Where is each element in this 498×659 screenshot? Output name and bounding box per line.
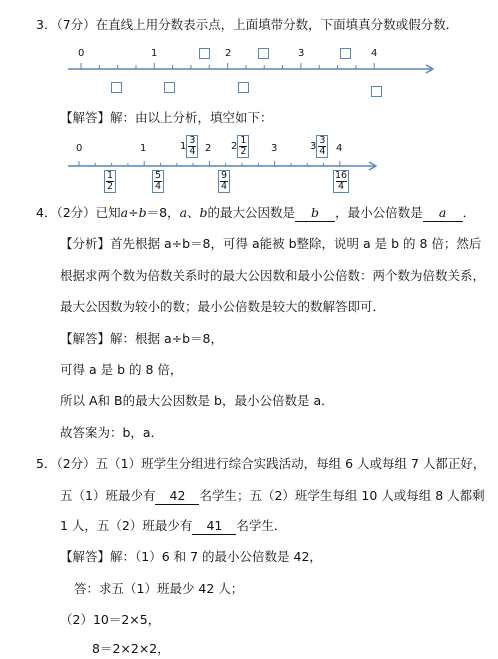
mixed-number-answer: 3 3 4: [310, 135, 328, 158]
q5-stem-line: 5．（2分）五（1）班学生分组进行综合实践活动，每组 6 人或每组 7 人都正好，: [36, 456, 486, 471]
q4-solution-line: 所以 A和 B的最大公因数是 b，最小公倍数是 a．: [60, 393, 334, 408]
line1-tick-label-4: 4: [371, 48, 378, 59]
q5-blank-class1[interactable]: 42: [155, 488, 199, 505]
q4-solution-line: 可得 a 是 b 的 8 倍，: [60, 362, 183, 377]
mixed-number-answer: 1 3 4: [180, 135, 198, 158]
above-answer-box[interactable]: [258, 48, 269, 59]
q5-blank-class2[interactable]: 41: [192, 518, 236, 535]
q3-header: 3．（7分）在直线上用分数表示点，上面填带分数，下面填真分数或假分数．: [36, 17, 459, 32]
q3-solution-label: 【解答】解：由以上分析，填空如下：: [60, 110, 273, 125]
line1-tick-label-2: 2: [225, 48, 232, 59]
line2-tick-label-3: 3: [271, 143, 278, 154]
line1-tick-label-1: 1: [151, 48, 158, 59]
q5-solution-line: 【解答】解：（1）6 和 7 的最小公倍数是 42，: [60, 549, 322, 564]
q4-analysis-line: 根据求两个数为倍数关系时的最大公因数和最小公倍数：两个数为倍数关系，: [60, 268, 486, 283]
line1-tick-label-0: 0: [78, 48, 85, 59]
above-answer-box[interactable]: [199, 48, 210, 59]
q5-solution-line: 8＝2×2×2，: [92, 641, 170, 656]
q5-solution-line: 答：求五（1）班最少 42 人；: [74, 581, 244, 596]
line2-tick-label-0: 0: [76, 143, 83, 154]
line2-tick-label-4: 4: [336, 143, 343, 154]
below-answer-box[interactable]: [371, 86, 382, 97]
line1-tick-label-3: 3: [298, 48, 305, 59]
q4-stem: 4．（2分）已知a÷b＝8，a、b的最大公因数是 b ，最小公倍数是 a ．: [36, 205, 476, 220]
line2-tick-label-1: 1: [140, 143, 147, 154]
below-answer-box[interactable]: [111, 82, 122, 93]
line2-tick-label-2: 2: [205, 143, 212, 154]
q4-analysis-line: 【分析】首先根据 a÷b＝8，可得 a能被 b整除，说明 a 是 b 的 8 倍；然后: [60, 236, 482, 251]
below-answer-box[interactable]: [164, 82, 175, 93]
q5-stem-line: 五（1）班最少有 42 名学生；五（2）班学生每组 10 人或每组 8 人都剩: [60, 488, 485, 503]
q4-solution-line: 故答案为：b，a．: [60, 425, 164, 440]
q4-analysis-line: 最大公因数为较小的数；最小公倍数是较大的数解答即可．: [60, 299, 386, 314]
fraction-answer: 16 4: [335, 170, 348, 192]
q5-stem-line: 1 人，五（2）班最少有 41 名学生．: [60, 518, 287, 533]
fraction-answer: 9 4: [218, 170, 230, 193]
mixed-number-answer: 2 1 2: [231, 135, 249, 158]
q4-solution-line: 【解答】解：根据 a÷b＝8，: [60, 331, 223, 346]
below-answer-box[interactable]: [238, 82, 249, 93]
fraction-answer: 5 4: [152, 170, 164, 193]
q5-solution-line: （2）10＝2×5，: [60, 612, 161, 627]
q4-blank-gcd[interactable]: b: [295, 205, 335, 222]
q4-blank-lcm[interactable]: a: [423, 205, 463, 222]
fraction-answer: 1 2: [104, 170, 116, 193]
above-answer-box[interactable]: [340, 48, 351, 59]
